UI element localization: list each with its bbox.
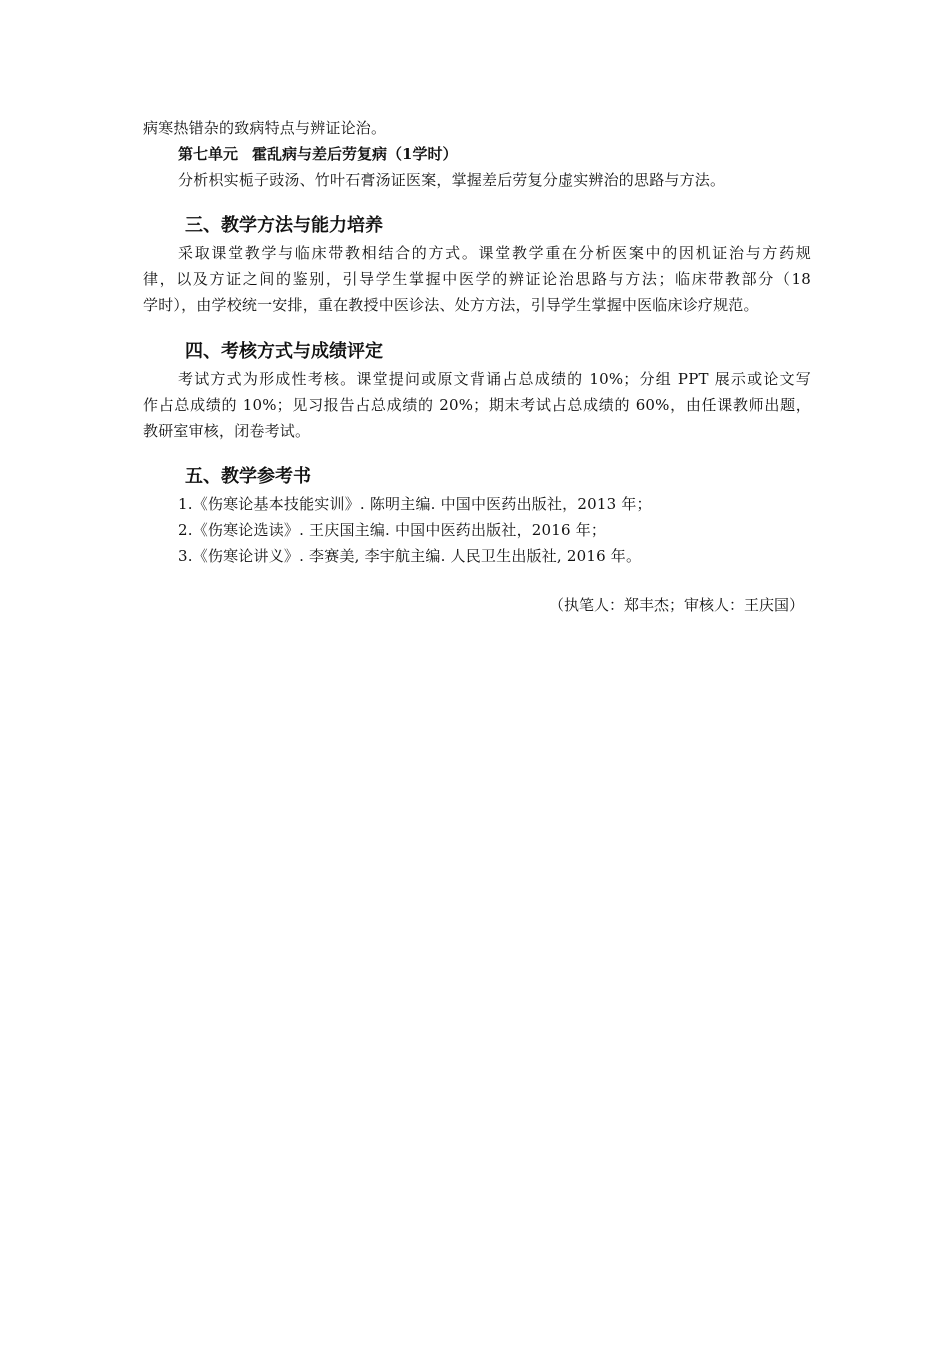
unit7-title: 第七单元 [178, 145, 239, 163]
continuation-text: 病寒热错杂的致病特点与辨证论治。 [143, 119, 387, 137]
section5-heading: 五、教学参考书 [185, 466, 311, 487]
section3-line-1: 采取课堂教学与临床带教相结合的方式。课堂教学重在分析医案中的因机证治与方药规 [178, 244, 811, 262]
reference-item-3: 3.《伤寒论讲义》. 李赛美, 李宇航主编. 人民卫生出版社, 2016 年。 [178, 547, 642, 565]
reference-item-1: 1.《伤寒论基本技能实训》. 陈明主编. 中国中医药出版社，2013 年； [178, 495, 652, 513]
unit7-heading [178, 141, 457, 167]
section3-heading: 三、教学方法与能力培养 [185, 215, 383, 236]
section4-line-3: 教研室审核，闭卷考试。 [143, 422, 311, 440]
signature-line: （执笔人：郑丰杰；审核人：王庆国） [548, 596, 804, 614]
unit7-subtitle: 霍乱病与差后劳复病（1学时） [252, 145, 458, 163]
section4-line-2: 作占总成绩的 10%；见习报告占总成绩的 20%；期末考试占总成绩的 60%，由任课教师出题， [143, 396, 811, 414]
section3-line-2: 律，以及方证之间的鉴别，引导学生掌握中医学的辨证论治思路与方法；临床带教部分（18 [143, 270, 811, 288]
unit7-body: 分析枳实栀子豉汤、竹叶石膏汤证医案，掌握差后劳复分虚实辨治的思路与方法。 [178, 171, 726, 189]
section4-heading: 四、考核方式与成绩评定 [185, 341, 383, 362]
section4-line-1: 考试方式为形成性考核。课堂提问或原文背诵占总成绩的 10%；分组 PPT 展示或论文写 [178, 370, 811, 388]
section3-line-3: 学时），由学校统一安排，重在教授中医诊法、处方方法，引导学生掌握中医临床诊疗规范。 [143, 296, 759, 314]
reference-item-2: 2.《伤寒论选读》. 王庆国主编. 中国中医药出版社，2016 年； [178, 521, 607, 539]
